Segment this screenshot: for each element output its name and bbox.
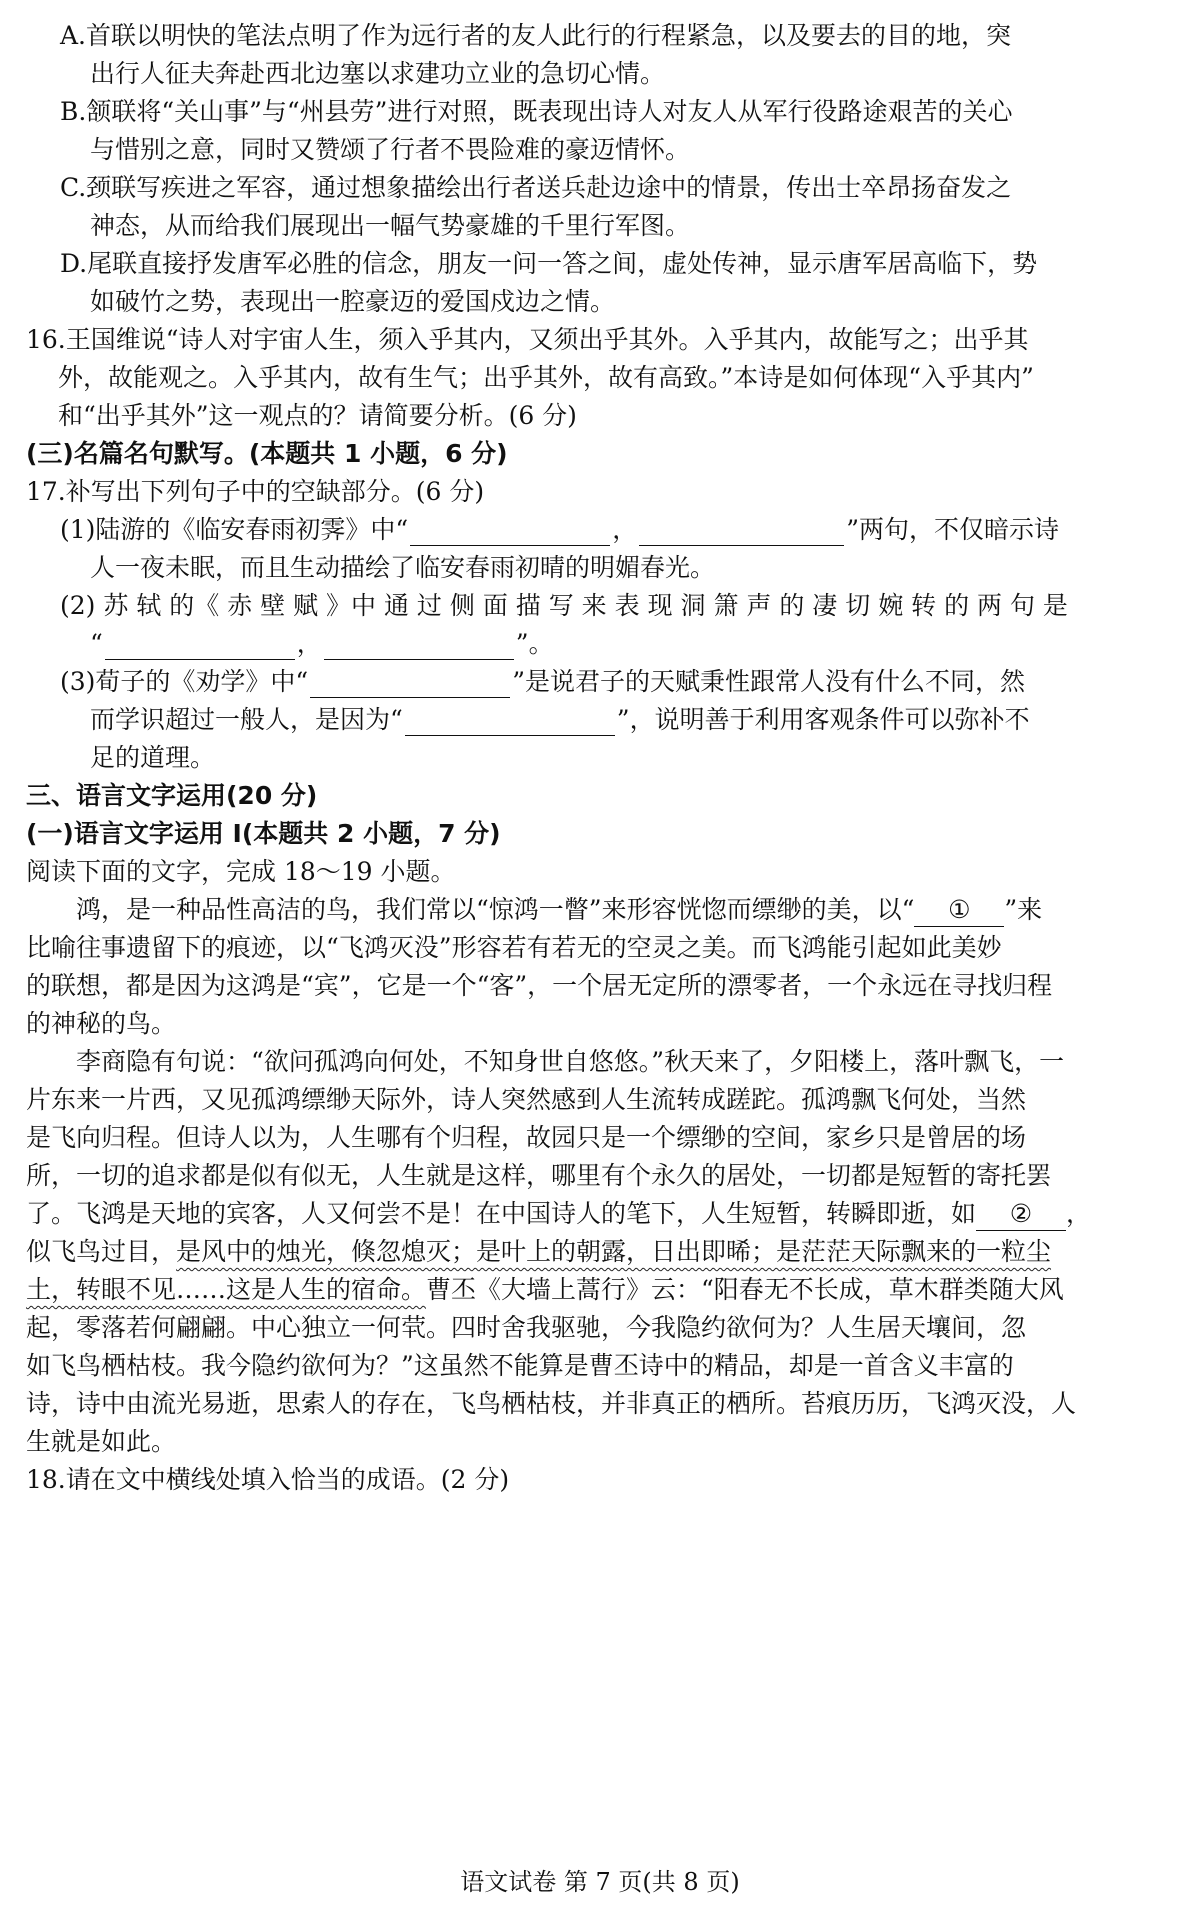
q17-item3-line2 [90,704,1030,736]
q17-stem: 17.补写出下列句子中的空缺部分。(6 分) [26,477,485,506]
passage-p2-line6 [26,1236,1051,1268]
option-a-line1: A.首联以明快的笔法点明了作为远行者的友人此行的行程紧急，以及要去的目的地，突 [60,21,1012,50]
answer-blank-5[interactable] [310,671,510,698]
option-c-line1: C.颈联写疾进之军容，通过想象描绘出行者送兵赴边途中的情景，传出士卒昂扬奋发之 [60,173,1012,202]
q17-item2-close-quote: ”。 [515,629,554,658]
option-b-line1: B.颔联将“关山事”与“州县劳”进行对照，既表现出诗人对友人从军行役路途艰苦的关心 [60,97,1013,126]
q17-item2-line1: (2) 苏 轼 的《 赤 壁 赋 》中 通 过 侧 面 描 写 来 表 现 洞 箫 声 的 凄 切 婉 转 的 两 句 是 [60,591,1068,620]
q17-item3-text-b: ”是说君子的天赋秉性跟常人没有什么不同，然 [512,667,1025,696]
q17-item3-text-a: (3)荀子的《劝学》中“ [60,667,309,696]
q16-line3: 和“出乎其外”这一观点的？请简要分析。(6 分) [58,401,577,430]
answer-blank-3[interactable] [105,633,295,660]
q17-item3-text-d: ”，说明善于利用客观条件可以弥补不 [616,705,1030,734]
passage-p1-line4: 的神秘的鸟。 [26,1009,177,1038]
passage-p2-line1: 李商隐有句说：“欲问孤鸿向何处，不知身世自悠悠。”秋天来了，夕阳楼上，落叶飘飞，一 [76,1047,1065,1076]
answer-blank-2[interactable] [639,519,844,546]
passage-p2-line9: 如飞鸟栖枯枝。我今隐约欲何为？”这虽然不能算是曹丕诗中的精品，却是一首含义丰富的 [26,1351,1014,1380]
passage-p2-line2: 片东来一片西，又见孤鸿缥缈天际外，诗人突然感到人生流转成蹉跎。孤鸿飘飞何处，当然 [26,1085,1027,1114]
q16-line2: 外，故能观之。入乎其内，故有生气；出乎其外，故有高致。”本诗是如何体现“入乎其内” [58,363,1034,392]
passage-p2-text-b: ， [1066,1199,1092,1228]
q17-item2-open-quote: “ [90,629,103,658]
q17-item1-line1 [60,514,1059,546]
passage-p1-text-b: ”来 [1004,895,1043,924]
q17-item3-line1 [60,666,1025,698]
q18-stem: 18.请在文中横线处填入恰当的成语。(2 分) [26,1465,510,1494]
q17-item3-text-c: 而学识超过一般人，是因为“ [90,705,403,734]
passage-p1-line2: 比喻往事遗留下的痕迹，以“飞鸿灭没”形容若有若无的空灵之美。而飞鸿能引起如此美妙 [26,933,1002,962]
option-d-line1: D.尾联直接抒发唐军必胜的信念，朋友一问一答之间，虚处传神，显示唐军居高临下，势 [60,249,1038,278]
answer-blank-1[interactable] [410,519,610,546]
q17-item1-line2: 人一夜未眠，而且生动描绘了临安春雨初晴的明媚春光。 [90,553,716,582]
passage-blank-2[interactable]: ② [976,1198,1066,1231]
q17-item2-comma: ， [296,629,322,658]
page-footer: 语文试卷 第 7 页(共 8 页) [460,1868,740,1896]
passage-p2-line3: 是飞向归程。但诗人以为，人生哪有个归程，故园只是一个缥缈的空间，家乡只是曾居的场 [26,1123,1027,1152]
section-heading-famous-lines: (三)名篇名句默写。(本题共 1 小题，6 分) [26,439,508,468]
passage-p2-line5 [26,1198,1091,1231]
part3-heading: 三、语言文字运用(20 分) [26,781,318,810]
reading-instruction: 阅读下面的文字，完成 18～19 小题。 [26,857,456,886]
passage-p1-text-a: 鸿，是一种品性高洁的鸟，我们常以“惊鸿一瞥”来形容恍惚而缥缈的美，以“ [76,895,915,924]
answer-blank-4[interactable] [324,633,514,660]
q16-line1: 16.王国维说“诗人对宇宙人生，须入乎其内，又须出乎其外。入乎其内，故能写之；出乎其 [26,325,1029,354]
option-b-line2: 与惜别之意，同时又赞颂了行者不畏险难的豪迈情怀。 [90,135,691,164]
passage-p2-line4: 所，一切的追求都是似有似无，人生就是这样，哪里有个永久的居处，一切都是短暂的寄托罢 [26,1161,1052,1190]
passage-p1-line1 [76,894,1042,927]
passage-p2-text-a: 了。飞鸿是天地的宾客，人又何尝不是！在中国诗人的笔下，人生短暂，转瞬即逝，如 [26,1199,977,1228]
q17-item3-line3: 足的道理。 [90,743,216,772]
wavy-underlined-sentence-part1: 是风中的烛光，倏忽熄灭；是叶上的朝露，日出即晞；是茫茫天际飘来的一粒尘 [176,1237,1052,1266]
passage-p2-line6-plain: 似飞鸟过目， [26,1237,177,1266]
passage-p2-line8: 起，零落若何翩翩。中心独立一何茕。四时舍我驱驰，今我隐约欲何为？人生居天壤间，忽 [26,1313,1027,1342]
option-d-line2: 如破竹之势，表现出一腔豪迈的爱国戍边之情。 [90,287,616,316]
answer-blank-6[interactable] [405,709,615,736]
wavy-underlined-sentence-part2: 土，转眼不见……这是人生的宿命。 [26,1275,427,1304]
q17-item1-text-a: (1)陆游的《临安春雨初霁》中“ [60,515,409,544]
passage-p2-line7 [26,1274,1064,1306]
passage-p2-line11: 生就是如此。 [26,1427,177,1456]
q17-item1-text-b: ”两句，不仅暗示诗 [846,515,1060,544]
passage-p2-line10: 诗，诗中由流光易逝，思索人的存在，飞鸟栖枯枝，并非真正的栖所。苔痕历历，飞鸿灭没，人 [26,1389,1077,1418]
passage-blank-1[interactable]: ① [914,894,1004,927]
option-a-line2: 出行人征夫奔赴西北边塞以求建功立业的急切心情。 [90,59,666,88]
passage-p2-line7-plain: 曹丕《大墙上蒿行》云：“阳春无不长成，草木群类随大风 [426,1275,1064,1304]
q17-item2-line2 [90,628,554,660]
q17-item1-comma: ， [612,515,638,544]
option-c-line2: 神态，从而给我们展现出一幅气势豪雄的千里行军图。 [90,211,691,240]
part3-sub-heading: (一)语言文字运用 Ⅰ(本题共 2 小题，7 分) [26,819,501,848]
passage-p1-line3: 的联想，都是因为这鸿是“宾”，它是一个“客”，一个居无定所的漂零者，一个永远在寻找归程 [26,971,1053,1000]
